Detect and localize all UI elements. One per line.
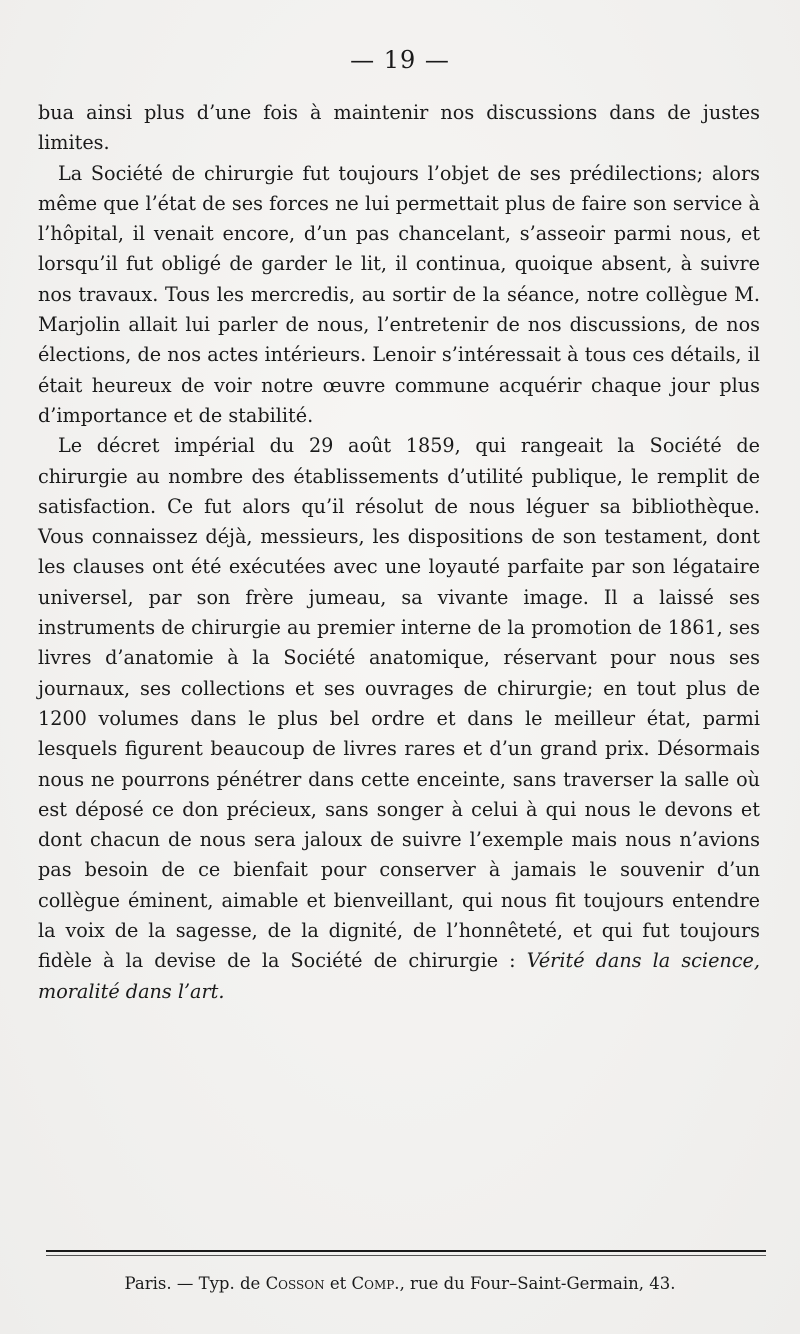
imprint-printer: Cosson	[265, 1274, 325, 1293]
footer-rule-thin	[46, 1255, 766, 1256]
paragraph-1: bua ainsi plus d’une fois à maintenir nos discussions dans de justes limites.	[38, 101, 760, 155]
imprint-address: , rue du Four–Saint-Germain, 43.	[399, 1274, 676, 1293]
printer-imprint	[0, 1274, 800, 1293]
paragraph-3	[38, 431, 760, 1007]
footer-rule	[46, 1250, 766, 1252]
paragraph-3-text: Le décret impérial du 29 août 1859, qui rangeait la Société de chirurgie au nombre des établissements d’utilité publique, le remplit de satisfaction. Ce fut alors qu’il résolut de nous léguer sa bibliothèque. Vous connaissez déjà, messieurs, les dispositions de son testament, dont les clauses ont été exécutées avec une loyauté parfaite par son légataire universel, par son frère jumeau, sa vivante image. Il a laissé ses instruments de chirurgie au premier interne de la promotion de 1861, ses livres d’anatomie à la Société anatomique, réservant pour nous ses journaux, ses collections et ses ouvrages de chirurgie; en tout plus de 1200 volumes dans le plus bel ordre et dans le meilleur état, parmi lesquels figurent beaucoup de livres rares et d’un grand prix. Désormais nous ne pourrons pénétrer dans cette enceinte, sans traverser la salle où est déposé ce don précieux, sans songer à celui à qui nous le devons et dont chacun de nous sera jaloux de suivre l’exemple mais nous n’avions pas besoin de ce bienfait pour conserver à jamais le souvenir d’un collègue éminent, aimable et bienveillant, qui nous fit toujours entendre la voix de la sagesse, de la dignité, de l’honnêteté, et qui fut toujours fidèle à la devise de la Société de chirurgie :	[38, 434, 760, 973]
imprint-city: Paris.	[124, 1274, 172, 1293]
imprint-comp: Comp.	[351, 1274, 400, 1293]
motto-italic: Vérité dans la science, moralité dans l’art.	[38, 949, 760, 1003]
paragraph-2: La Société de chirurgie fut toujours l’objet de ses prédilections; alors même que l’état de ses forces ne lui permettait plus de faire son service à l’hôpital, il venait encore, d’un pas chancelant, s’asseoir parmi nous, et lorsqu’il fut obligé de garder le lit, il continua, quoique absent, à suivre nos travaux. Tous les mercredis, au sortir de la séance, notre collègue M. Marjolin allait lui parler de nous, l’entretenir de nos discussions, de nos élections, de nos actes intérieurs. Lenoir s’intéressait à tous ces détails, il était heureux de voir notre œuvre commune acquérir chaque jour plus d’importance et de stabilité.	[38, 161, 760, 427]
imprint-typ: — Typ. de	[171, 1274, 266, 1293]
imprint-et: et	[324, 1274, 352, 1293]
page-number: — 19 —	[350, 46, 450, 74]
body-text	[38, 98, 760, 1007]
